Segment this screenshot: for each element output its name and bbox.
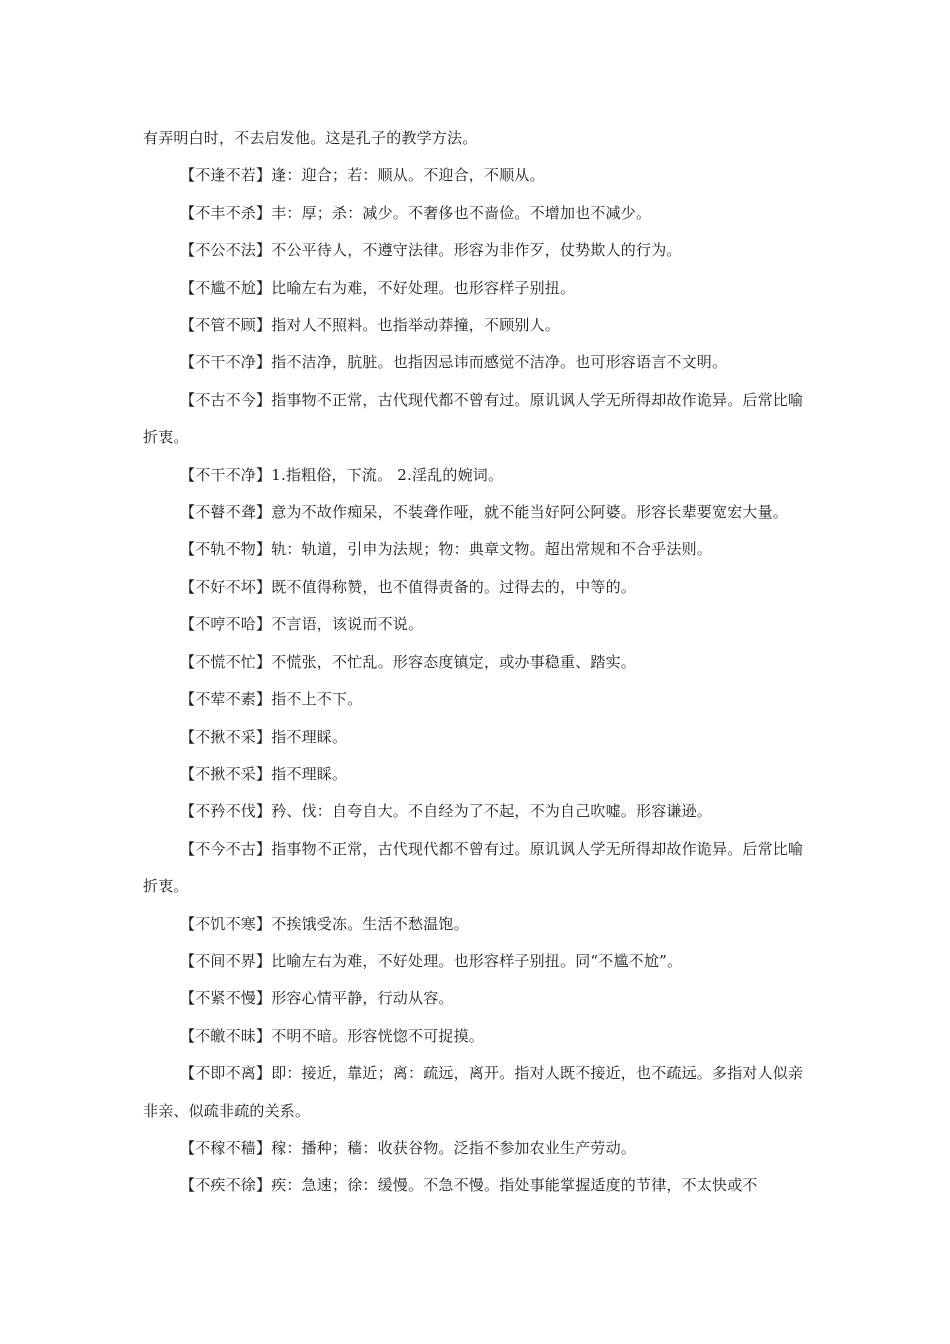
idiom-entry-paragraph: 【不干不净】指不洁净，肮脏。也指因忌讳而感觉不洁净。也可形容语言不文明。	[180, 353, 728, 372]
idiom-entry-paragraph: 【不皦不昧】不明不暗。形容恍惚不可捉摸。	[180, 1026, 485, 1045]
idiom-entry-paragraph: 【不揪不采】指不理睬。	[180, 764, 348, 783]
idiom-entry-paragraph: 【不揪不采】指不理睬。	[180, 727, 348, 746]
idiom-entry-paragraph: 【不好不坏】既不值得称赞，也不值得责备的。过得去的，中等的。	[180, 577, 637, 596]
idiom-entry-paragraph: 【不逢不若】逢：迎合；若：顺从。不迎合，不顺从。	[180, 166, 545, 185]
idiom-entry-paragraph: 【不荤不素】指不上不下。	[180, 690, 363, 709]
idiom-entry-paragraph: 【不干不净】1.指粗俗，下流。 2.淫乱的婉词。	[180, 465, 504, 484]
idiom-entry-paragraph: 有弄明白时，不去启发他。这是孔子的教学方法。	[143, 129, 478, 147]
idiom-entry-paragraph: 【不丰不杀】丰：厚；杀：减少。不奢侈也不啬俭。不增加也不减少。	[180, 203, 652, 222]
idiom-entry-paragraph: 【不瞽不聋】意为不故作痴呆，不装聋作哑，就不能当好阿公阿婆。形容长辈要宽宏大量。	[180, 503, 789, 522]
idiom-entry-paragraph: 【不即不离】即：接近，靠近；离：疏远，离开。指对人既不接近，也不疏远。多指对人似亲非亲、似疏非疏的关系。	[143, 1064, 804, 1120]
idiom-entry-paragraph: 【不尴不尬】比喻左右为难，不好处理。也形容样子别扭。	[180, 278, 576, 297]
idiom-entry-paragraph: 【不矜不伐】矜、伐：自夸自大。不自经为了不起，不为自己吹嘘。形容谦逊。	[180, 802, 713, 821]
idiom-entry-paragraph: 【不古不今】指事物不正常，古代现代都不曾有过。原讥讽人学无所得却故作诡异。后常比喻折衷。	[143, 390, 804, 447]
idiom-entry-paragraph: 【不紧不慢】形容心情平静，行动从容。	[180, 989, 454, 1008]
idiom-entry-paragraph: 【不疾不徐】疾：急速；徐：缓慢。不急不慢。指处事能掌握适度的节律，不太快或不	[180, 1176, 758, 1195]
idiom-entry-paragraph: 【不间不界】比喻左右为难，不好处理。也形容样子别扭。同“不尴不尬”。	[180, 951, 683, 970]
idiom-entry-paragraph: 【不管不顾】指对人不照料。也指举动莽撞，不顾别人。	[180, 316, 561, 335]
idiom-entry-paragraph: 【不公不法】不公平待人，不遵守法律。形容为非作歹，仗势欺人的行为。	[180, 241, 682, 260]
idiom-entry-paragraph: 【不慌不忙】不慌张，不忙乱。形容态度镇定，或办事稳重、踏实。	[180, 652, 637, 671]
idiom-entry-paragraph: 【不今不古】指事物不正常，古代现代都不曾有过。原讥讽人学无所得却故作诡异。后常比喻折衷。	[143, 839, 804, 896]
idiom-entry-paragraph: 【不稼不穑】稼：播种；穑：收获谷物。泛指不参加农业生产劳动。	[180, 1138, 637, 1157]
idiom-entry-paragraph: 【不轨不物】轨：轨道，引申为法规；物：典章文物。超出常规和不合乎法则。	[180, 540, 713, 559]
idiom-entry-paragraph: 【不饥不寒】不挨饿受冻。生活不愁温饱。	[180, 914, 469, 933]
idiom-entry-paragraph: 【不哼不哈】不言语，该说而不说。	[180, 615, 424, 634]
document-body	[143, 120, 811, 1205]
